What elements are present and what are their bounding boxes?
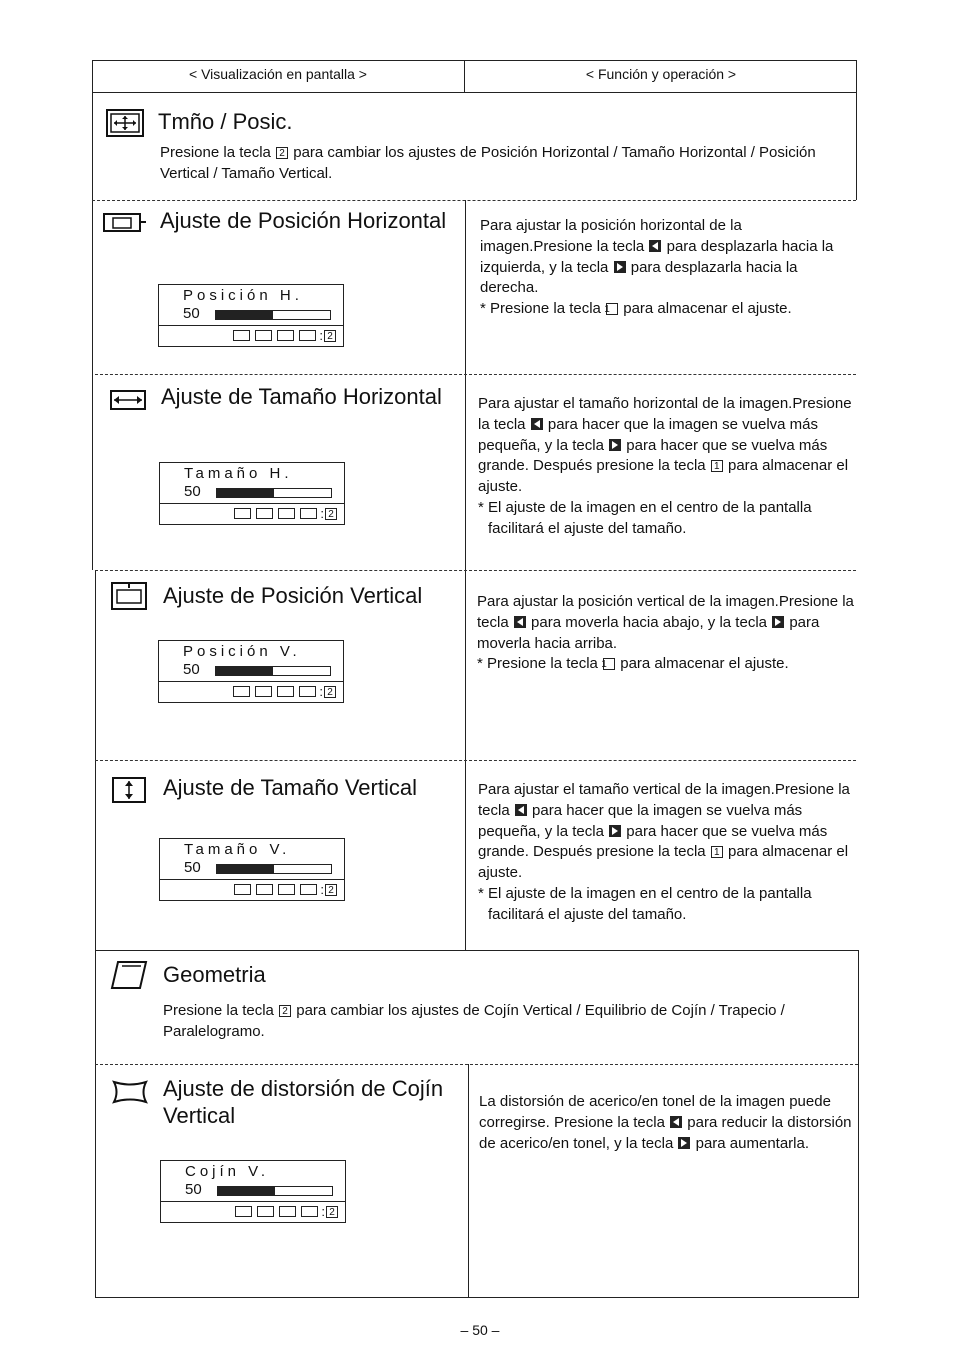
cojin-text <box>479 1092 857 1154</box>
text-run: para almacenar el ajuste. <box>619 300 792 318</box>
size-position-icon <box>106 109 144 142</box>
text-run: Presione la tecla <box>478 395 852 433</box>
text-run: para aumentarla. <box>691 1134 810 1152</box>
right-key-icon <box>772 616 784 628</box>
right-key-icon <box>614 261 626 273</box>
text-run: para hacer que se vuelva más grande. Después presione la tecla <box>478 822 828 861</box>
horizontal-position-icon <box>103 211 147 238</box>
text-run: Para ajustar el tamaño horizontal de la imagen. <box>478 395 793 412</box>
size-v-text <box>478 780 856 926</box>
column-divider-lower <box>468 1064 469 1298</box>
left-key-icon <box>670 1116 682 1128</box>
dash-1 <box>92 200 856 201</box>
right-key-icon <box>609 439 621 451</box>
dash-3 <box>95 570 856 571</box>
text-run: Presione la tecla <box>477 593 854 631</box>
osd-value: 50 <box>184 859 201 876</box>
key-1-icon: 1 <box>711 460 723 472</box>
left-key-icon <box>514 616 526 628</box>
frame-right-upper <box>856 60 857 200</box>
cojin-osd <box>160 1160 346 1223</box>
text-run: para hacer que la imagen se vuelva más pequeña, y la tecla <box>478 801 803 840</box>
size-h-osd <box>159 462 345 525</box>
header-divider <box>464 60 465 92</box>
text-run: Para ajustar el tamaño vertical de la imagen. <box>478 781 775 798</box>
header-bottom <box>92 92 857 93</box>
left-key-icon <box>515 804 527 816</box>
text-run: para desplazarla hacia la izquierda, y la tecla <box>480 237 834 276</box>
text-run: * Presione la tecla <box>480 300 606 318</box>
pos-v-title: Ajuste de Posición Vertical <box>163 583 423 608</box>
frame-top <box>92 60 857 61</box>
frame-left-lower <box>95 570 96 1298</box>
text-run: para almacenar el ajuste. <box>616 655 789 673</box>
pos-h-osd <box>158 284 344 347</box>
size-v-osd <box>159 838 345 901</box>
size-h-text <box>478 394 856 540</box>
size-v-title: Ajuste de Tamaño Vertical <box>163 775 417 800</box>
text-run: * Presione la tecla <box>477 655 603 673</box>
pincushion-icon <box>112 1080 148 1109</box>
text-run: para desplazarla hacia la derecha. <box>480 258 798 297</box>
tmno-title: Tmño / Posic. <box>158 109 293 134</box>
text-run: para moverla hacia arriba. <box>477 613 820 652</box>
vertical-position-icon <box>111 582 147 615</box>
osd-label: Cojín V. <box>185 1163 269 1180</box>
osd-level-bar <box>216 488 332 498</box>
header-left: < Visualización en pantalla > <box>189 66 367 82</box>
osd-value: 50 <box>185 1181 202 1198</box>
key-2-icon: 2 <box>276 147 288 159</box>
frame-right-lower <box>858 950 859 1298</box>
text-run: Para ajustar la posición horizontal de la imagen. <box>480 217 742 255</box>
osd-label: Tamaño V. <box>184 841 291 858</box>
osd-mode-icons: : 2 <box>159 681 343 702</box>
osd-level-bar <box>216 864 332 874</box>
text-run: para almacenar el ajuste. <box>478 457 849 496</box>
text-run: para moverla hacia abajo, y la tecla <box>526 613 772 631</box>
text-run: * El ajuste de la imagen en el centro de la pantalla facilitará el ajuste del tamaño. <box>478 884 812 923</box>
frame-left-upper <box>92 60 93 570</box>
left-key-icon <box>649 240 661 252</box>
dash-2 <box>95 374 856 375</box>
text-run: para hacer que la imagen se vuelva más pequeña, y la tecla <box>478 415 819 454</box>
pos-v-osd <box>158 640 344 703</box>
text-run: * El ajuste de la imagen en el centro de la pantalla facilitará el ajuste del tamaño. <box>478 498 812 537</box>
page-number: – 50 – <box>460 1322 500 1338</box>
size-h-title: Ajuste de Tamaño Horizontal <box>161 384 442 409</box>
osd-mode-icons: : 2 <box>160 879 344 900</box>
key-2-icon: 2 <box>279 1005 291 1017</box>
osd-level-bar <box>215 310 331 320</box>
geometria-title: Geometria <box>163 962 266 987</box>
dash-5 <box>95 1064 858 1065</box>
frame-bottom <box>95 1297 858 1298</box>
osd-value: 50 <box>183 661 200 678</box>
text-run: Presione la tecla <box>478 781 850 819</box>
osd-level-bar <box>215 666 331 676</box>
key-1-icon: 1 <box>606 303 618 315</box>
text-run: La distorsión de acerico/en tonel de la imagen puede corregirse. Presione la tecla <box>479 1093 831 1131</box>
header-right: < Función y operación > <box>585 66 737 82</box>
text-run: para reducir la distorsión de acerico/en tonel, y la tecla <box>479 1113 852 1152</box>
text-run: para hacer que se vuelva más grande. Después presione la tecla <box>478 436 828 475</box>
osd-label: Posición V. <box>183 643 301 660</box>
vertical-size-icon <box>112 777 146 808</box>
osd-geometry-icons: : 2 <box>161 1201 345 1222</box>
osd-label: Posición H. <box>183 287 303 304</box>
geometria-top <box>95 950 858 951</box>
osd-label: Tamaño H. <box>184 465 293 482</box>
pos-v-text <box>477 592 855 675</box>
osd-mode-icons: : 2 <box>160 503 344 524</box>
right-key-icon <box>678 1137 690 1149</box>
cojin-title: Ajuste de distorsión de Cojín Vertical <box>163 1076 444 1128</box>
text-run: Para ajustar la posición vertical de la imagen. <box>477 593 779 610</box>
geometria-desc: Presione la tecla 2 para cambiar los ajustes de Cojín Vertical / Equilibrio de Cojín / Trapecio / Paralelogramo. <box>163 1002 785 1040</box>
osd-value: 50 <box>183 305 200 322</box>
geometry-icon <box>110 960 148 995</box>
key-1-icon: 1 <box>603 658 615 670</box>
text-run: para almacenar el ajuste. <box>478 843 849 882</box>
tmno-desc: Presione la tecla 2 para cambiar los ajustes de Posición Horizontal / Tamaño Horizontal / Posición Vertical / Tamaño Vertical. <box>160 144 816 182</box>
horizontal-size-icon <box>110 389 146 416</box>
osd-level-bar <box>217 1186 333 1196</box>
osd-mode-icons: : 2 <box>159 325 343 346</box>
pos-h-text <box>480 216 858 320</box>
text-run: Presione la tecla <box>533 237 649 255</box>
osd-value: 50 <box>184 483 201 500</box>
key-1-icon: 1 <box>711 846 723 858</box>
left-key-icon <box>531 418 543 430</box>
pos-h-title: Ajuste de Posición Horizontal <box>160 208 447 233</box>
right-key-icon <box>609 825 621 837</box>
column-divider <box>465 200 466 950</box>
dash-4 <box>95 760 856 761</box>
